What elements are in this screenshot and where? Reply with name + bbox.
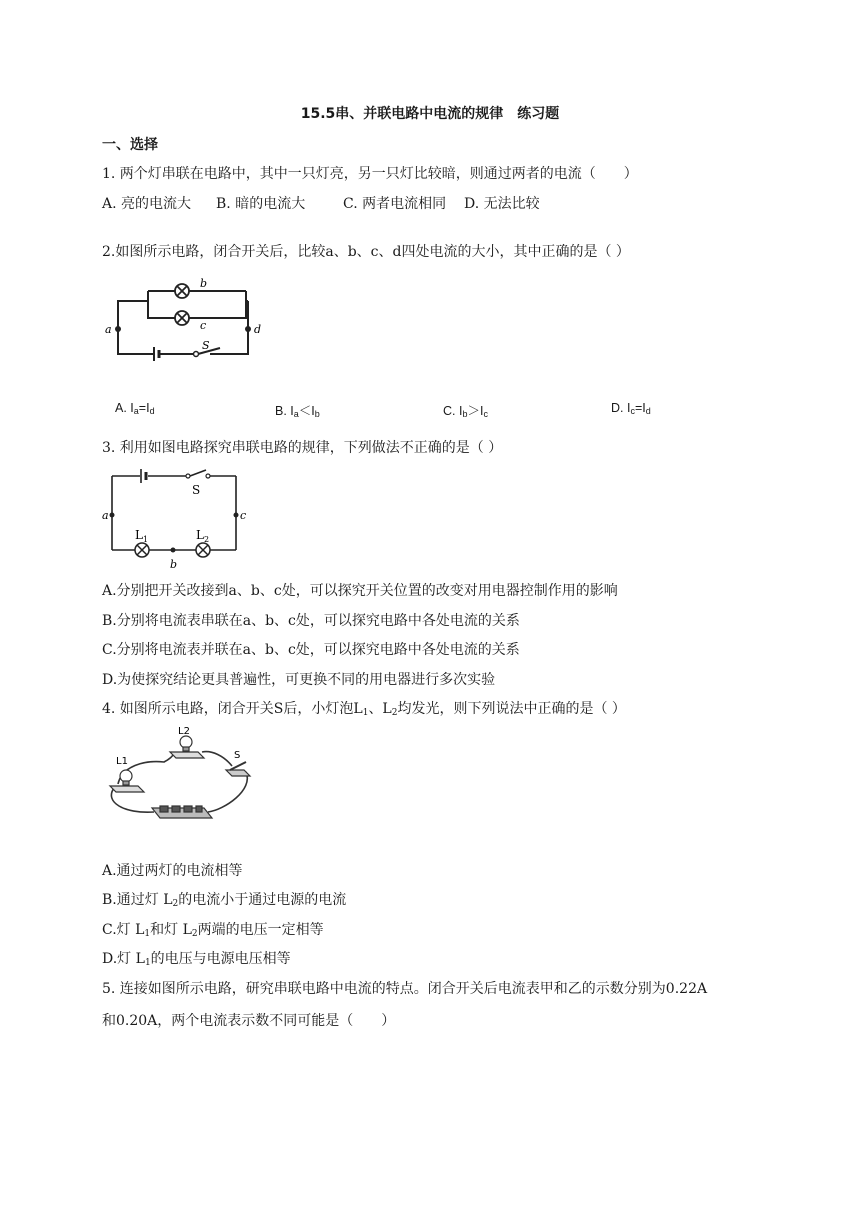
section-heading: 一、选择 xyxy=(102,137,158,153)
q1-option-b: B. 暗的电流大 xyxy=(216,196,306,212)
svg-text:S: S xyxy=(234,750,241,761)
q1-option-d: D. 无法比较 xyxy=(464,196,540,212)
lamp-icon xyxy=(135,543,149,557)
q4-option-c: C.灯 $L_1$和灯 $L_2$两端的电压一定相等 xyxy=(102,922,324,939)
q4-option-b: B.通过灯 $L_2$的电流小于通过电源的电流 xyxy=(102,892,347,909)
q1-stem: 1. 两个灯串联在电路中，其中一只灯亮，另一只灯比较暗，则通过两者的电流（ ） xyxy=(102,166,638,182)
q2-option-a: A. $I_a=I_d$ xyxy=(115,401,155,416)
lamp-icon xyxy=(175,284,189,298)
lamp-icon xyxy=(175,311,189,325)
q4-option-a: A.通过两灯的电流相等 xyxy=(102,863,243,879)
q3-option-a: A.分别把开关改接到a、b、c处，可以探究开关位置的改变对用电器控制作用的影响 xyxy=(102,583,618,599)
svg-text:a: a xyxy=(105,323,112,336)
q5-stem-line2: 和0.20A，两个电流表示数不同可能是（ ） xyxy=(102,1013,396,1029)
q3-stem: 3. 利用如图电路探究串联电路的规律，下列做法不正确的是（ ） xyxy=(102,440,503,456)
q5-stem-line1: 5. 连接如图所示电路，研究串联电路中电流的特点。闭合开关后电流表甲和乙的示数分别为0.22A xyxy=(102,981,708,997)
svg-text:b: b xyxy=(200,277,208,290)
q2-option-c: C. $I_b>I_c$ xyxy=(443,404,488,419)
lamp-icon xyxy=(196,543,210,557)
q1-option-a: A. 亮的电流大 xyxy=(102,196,192,212)
svg-text:c: c xyxy=(200,319,207,332)
svg-text:d: d xyxy=(254,323,262,336)
q4-circuit-photo-figure xyxy=(104,726,256,828)
q4-option-d: D.灯 $L_1$的电压与电源电压相等 xyxy=(102,951,291,968)
svg-text:S: S xyxy=(192,483,201,497)
q2-option-b: B. $I_a<I_b$ xyxy=(275,404,320,419)
svg-text:L2: L2 xyxy=(178,726,190,737)
q3-option-c: C.分别将电流表并联在a、b、c处，可以探究电路中各处电流的关系 xyxy=(102,642,520,658)
q3-option-b: B.分别将电流表串联在a、b、c处，可以探究电路中各处电流的关系 xyxy=(102,613,520,629)
worksheet-title: 15.5串、并联电路中电流的规律 练习题 xyxy=(300,106,560,122)
svg-text:b: b xyxy=(170,558,178,571)
q2-parallel-circuit-figure xyxy=(102,276,272,364)
base-l2 xyxy=(170,752,204,758)
base-l1 xyxy=(110,786,144,792)
q4-stem: 4. 如图所示电路，闭合开关S后，小灯泡$L_1$、$L_2$均发光，则下列说法中正确的是（ ） xyxy=(102,701,626,718)
svg-text:S: S xyxy=(202,339,210,352)
q2-option-d: D. $I_c=I_d$ xyxy=(611,401,651,416)
lamp-icon xyxy=(120,736,192,785)
battery-box xyxy=(152,806,212,818)
svg-text:L1: $L_1$ xyxy=(135,528,149,544)
q3-option-d: D.为使探究结论更具普遍性，可更换不同的用电器进行多次实验 xyxy=(102,672,496,688)
q3-series-circuit-figure xyxy=(102,466,247,574)
svg-text:a: a xyxy=(102,509,109,522)
svg-text:L1: L1 xyxy=(116,756,128,767)
svg-text:c: c xyxy=(240,509,247,522)
q1-option-c: C. 两者电流相同 xyxy=(343,196,447,212)
svg-text:L2: $L_2$ xyxy=(196,528,210,544)
q2-stem: 2.如图所示电路，闭合开关后，比较a、b、c、d四处电流的大小，其中正确的是（ ） xyxy=(102,244,630,260)
